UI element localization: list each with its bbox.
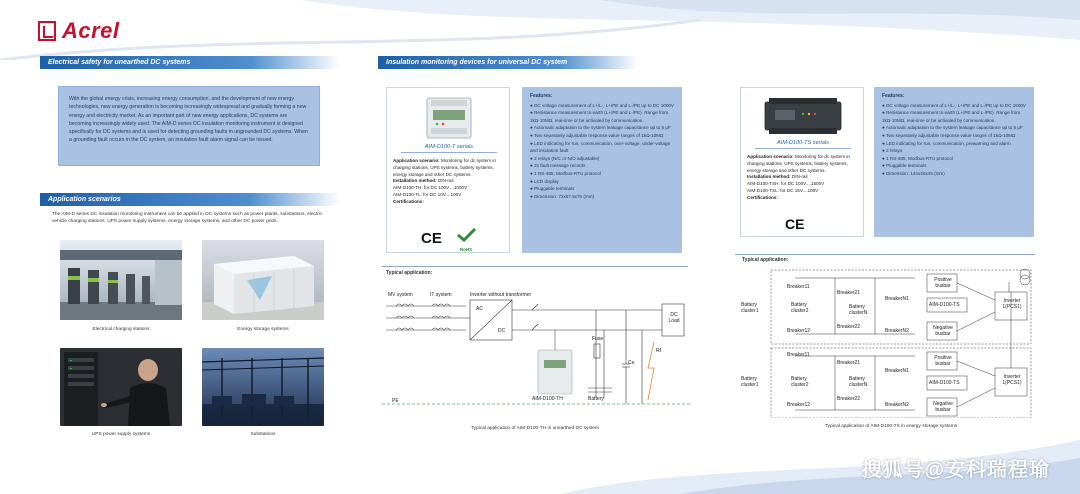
- diag2-breaker12-b: Breaker12: [787, 402, 811, 408]
- diag2-inverter-b: Inverter 1(PCS1): [1002, 374, 1022, 386]
- feature-item: ● 2 relays (N/C or N/O adjustable): [530, 155, 600, 161]
- rohs-check-icon: [455, 228, 477, 242]
- product2-ce-mark: CE: [785, 216, 805, 232]
- product2-scenario-label: Application scenario:: [747, 154, 794, 159]
- section-insulation-monitoring: Insulation monitoring devices for universal DC system: [378, 56, 638, 69]
- photo-energy-storage: [202, 240, 324, 320]
- feature-item: ● Resistance measurement to earth (L+/PE and L-/PE). Range from 1kΩ-10MΩ, real-time or be activated by communication.: [882, 110, 1021, 123]
- diag2-positive-busbar-b: Positive busbar: [934, 355, 952, 367]
- product2-scenario: Monitoring for dc system in charging stations, UPS systems, battery systems, energy storage and other DC systems.: [747, 154, 850, 173]
- diag2-breaker22-b: Breaker22: [837, 396, 861, 402]
- diag2-breakern1-b: BreakerN1: [885, 368, 909, 374]
- product2-name: AIM-D100-TS serials: [777, 140, 829, 146]
- rohs-badge: [455, 228, 477, 252]
- photo-charging-stations: [60, 240, 182, 320]
- feature-item: ● Automatic adaptation to the system leakage capacitance up to 5 μF: [882, 125, 1023, 131]
- product2-install-label: Installation method:: [747, 174, 791, 180]
- diag2-inverter: Inverter 1(PCS1): [1002, 298, 1022, 310]
- feature-item: ● 2 relays: [882, 148, 903, 154]
- product1-details: [393, 158, 507, 206]
- watermark: 搜狐号@安科瑞程瑜: [861, 459, 1050, 481]
- product1-spec1: AIM-D100-TH: for DC 100V....1000V: [393, 185, 468, 191]
- section-application-scenarios: Application scenarios: [40, 193, 340, 206]
- product1-scenario-label: Application scenario:: [393, 158, 440, 163]
- feature-item: ● 1 RS-485, Modbus-RTU protocol: [530, 170, 601, 176]
- diag2-battery-clustern: Battery clusterN: [849, 304, 868, 316]
- diag2-battery-cluster1: Battery cluster1: [741, 302, 759, 314]
- product2-spec2: AIM-D100-TSL: for DC 15V....100V: [747, 187, 819, 193]
- diag2-breakern2-b: BreakerN2: [885, 402, 909, 408]
- feature-item: ● Two separately adjustable response value ranges of 1kΩ-10MΩ: [882, 132, 1016, 138]
- acrel-logo-icon: [38, 21, 56, 41]
- diag2-negative-busbar: Negative busbar: [933, 325, 953, 337]
- diag1-it-system: IT system: [430, 292, 452, 298]
- feature-item: ● LCD display: [530, 178, 559, 184]
- product1-spec2: AIM-D100-TL: for DC 10V....100V: [393, 191, 462, 197]
- diagram2-schematic: [735, 264, 1047, 418]
- diag2-battery-clustern-b: Battery clusterN: [849, 376, 868, 388]
- aim-d100-t-device-icon: [423, 96, 475, 140]
- product2-features-box: [874, 87, 1034, 237]
- diag2-breaker11-b: Breaker11: [787, 352, 810, 358]
- product2-details: [747, 154, 861, 202]
- feature-item: ● 2x fault message records: [530, 163, 586, 169]
- feature-item: ● DC voltage measurement of L+/L-, L+/PE and L-/PE up to DC 1000V: [530, 102, 674, 108]
- diag1-ce: Ce: [628, 360, 635, 366]
- diag2-positive-busbar: Positive busbar: [934, 277, 952, 289]
- product2-spec1: AIM-D100-TSH: for DC 100V....1500V: [747, 181, 825, 187]
- feature-item: ● DC voltage measurement of L+/L-, L+/PE and L-/PE up to DC 1500V: [882, 102, 1026, 108]
- product1-install-label: Installation method:: [393, 178, 437, 184]
- diagram1: [382, 280, 702, 420]
- diag2-breaker22: Breaker22: [837, 324, 861, 330]
- intro-box: [58, 86, 320, 166]
- photo-substations: [202, 348, 324, 426]
- section-electrical-safety: Electrical safety for unearthed DC systems: [40, 56, 340, 69]
- product2-cert-label: Certifications:: [747, 194, 778, 200]
- intro-text: With the global energy crisis, increasing energy consumption, and the development of new energy technologies, new energy generation is becoming increasingly widespread and gradually forming a new energy and electricity market. As an important part of new energy applications, DC systems are becoming increasingly widely used. The AIM-D series DC insulation monitoring instrument is designed specifically for DC systems and is used for detecting grounding faults in ungrounded DC systems. When a grounding fault occurs in the DC system, an insulation fault alarm signal can be issued.: [69, 96, 308, 144]
- feature-item: ● Resistance measurement to earth (L+/PE and L-/PE). Range from 1kΩ-10MΩ, real-time or be activated by communication.: [530, 110, 669, 123]
- diagram1-caption: Typical application of AIM-D100-TH in unearthed DC system: [471, 426, 599, 431]
- feature-item: ● Two separately adjustable response value ranges of 1kΩ-10MΩ: [530, 132, 664, 138]
- diag1-dc-load: DC Load: [668, 312, 680, 324]
- diag2-device: AIM-D100-TS: [929, 302, 960, 308]
- diag2-breakern2: BreakerN2: [885, 328, 909, 334]
- feature-item: ● Pluggable terminals: [530, 186, 575, 192]
- diag1-rf: Rf: [656, 348, 661, 354]
- product1-install: DIN-rail: [437, 178, 454, 184]
- product1-features-title: Features:: [530, 93, 553, 99]
- product2-card: [740, 87, 864, 237]
- diag1-fuse: Fuse: [592, 336, 604, 342]
- brand-logo: [38, 18, 120, 44]
- diag1-ac: AC: [476, 306, 483, 312]
- diag1-mv-system: MV system: [388, 292, 413, 298]
- diagram2-title: Typical application:: [742, 257, 789, 263]
- product1-cert-label: Certifications:: [393, 198, 424, 204]
- feature-item: ● Automatic adaptation to the system leakage capacitance up to 5 μF: [530, 125, 671, 131]
- diag2-device-b: AIM-D100-TS: [929, 380, 960, 386]
- diag2-breaker12: Breaker12: [787, 328, 811, 334]
- feature-item: ● LED indicating for run, communication, prewarning and alarm: [882, 140, 1011, 146]
- diagram2-caption: Typical application of AIM-D100-TS in energy storage systems: [824, 424, 958, 429]
- diag1-device: AIM-D100-TH: [532, 396, 563, 402]
- diagram2-rule: [735, 254, 1035, 255]
- caption-energy-storage: Energy storage systems: [237, 327, 289, 332]
- feature-item: ● Dimension: 144x40x45 (mm): [882, 170, 945, 176]
- header-swoosh: [0, 0, 1080, 60]
- product1-name: AIM-D100-T serials: [424, 144, 474, 150]
- diagram1-rule: [382, 266, 688, 267]
- diagram1-title: Typical application:: [386, 270, 433, 276]
- product1-features: [522, 87, 682, 206]
- diag2-battery-cluster2-b: Battery cluster2: [791, 376, 809, 388]
- feature-item: ● LED indicating for run, communication, over-voltage, under-voltage and insulation fault: [530, 140, 671, 154]
- product2-divider: [755, 148, 851, 149]
- product1-divider: [401, 152, 497, 153]
- diag1-inverter: Inverter without transformer: [470, 292, 532, 298]
- diag2-battery-cluster1-b: Battery cluster1: [741, 376, 759, 388]
- product2-features: [874, 87, 1034, 184]
- logo-text: Acrel: [62, 18, 120, 43]
- caption-charging-stations: Electrical charging stations: [92, 327, 150, 332]
- rohs-label: RoHS: [459, 247, 473, 252]
- product1-scenario: Monitoring for dc system in charging stations, UPS systems, battery systems, energy storage and other DC systems.: [393, 158, 496, 177]
- diag1-dc: DC: [498, 328, 506, 334]
- caption-ups-systems: UPS power supply systems: [91, 432, 151, 437]
- feature-item: ● Pluggable terminals: [882, 163, 927, 169]
- feature-item: ● Dimension: 72x67.5x70 (mm): [530, 193, 595, 199]
- diag2-breaker11: Breaker11: [787, 284, 810, 290]
- product1-features-box: [522, 87, 682, 253]
- caption-substations: Substations: [250, 432, 276, 437]
- diag2-breakern1: BreakerN1: [885, 296, 909, 302]
- diagram2: [735, 264, 1047, 418]
- product2-features-title: Features:: [882, 93, 905, 99]
- product1-ce-mark: CE: [421, 230, 442, 247]
- scenarios-text: The AIM-D series DC insulation monitoring instrument can be applied in DC systems such as power plants, substations, electric vehicle charging stations, UPS power supply systems, energy storage systems, and other DC power grids.: [52, 212, 323, 224]
- diag2-battery-cluster2: Battery cluster2: [791, 302, 809, 314]
- diag2-breaker21-b: Breaker21: [837, 360, 861, 366]
- diag1-pe: PE: [392, 398, 399, 404]
- product2-install: DIN-rail: [791, 174, 808, 180]
- diag1-battery: Battery: [588, 396, 604, 402]
- product1-card: [386, 87, 510, 253]
- feature-item: ● 1 RS-485, Modbus-RTU protocol: [882, 155, 953, 161]
- aim-d100-ts-device-icon: [761, 96, 845, 136]
- diag2-negative-busbar-b: Negative busbar: [933, 401, 953, 413]
- photo-ups-systems: [60, 348, 182, 426]
- diag2-breaker21: Breaker21: [837, 290, 861, 296]
